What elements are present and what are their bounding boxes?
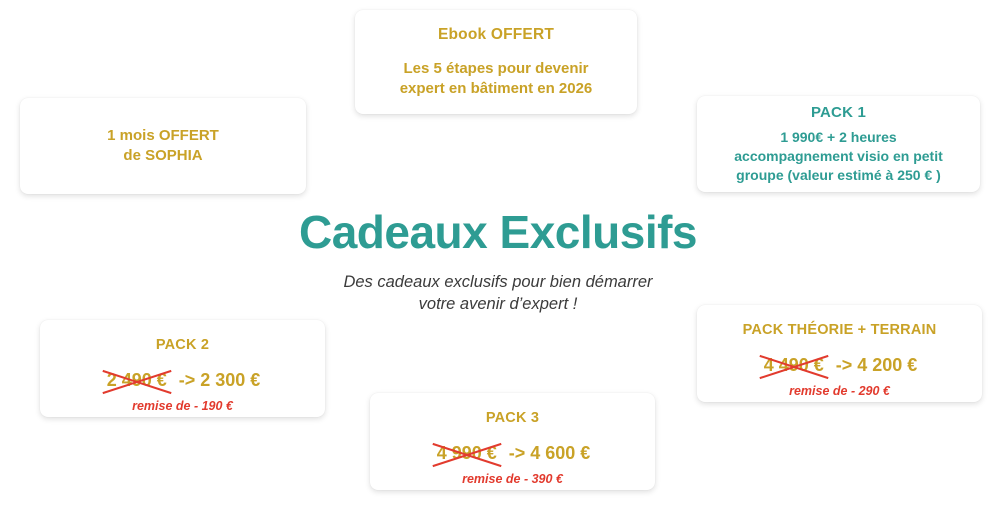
- card-pack-2-price-row: [54, 369, 311, 392]
- card-pack-theorie-terrain-title: PACK THÉORIE + TERRAIN: [742, 322, 937, 338]
- card-pack-theorie-terrain-new-price: -> 4 200 €: [835, 354, 918, 375]
- card-pack-theorie-terrain-price-row: [711, 354, 968, 377]
- card-pack-1: [697, 96, 980, 192]
- card-sophia-text: [107, 126, 219, 167]
- card-sophia-line1: 1 mois OFFERT: [107, 126, 219, 144]
- card-ebook-title: Ebook OFFERT: [437, 25, 555, 43]
- card-pack-1-title: PACK 1: [810, 104, 867, 122]
- card-pack-2-new-price: -> 2 300 €: [178, 369, 261, 390]
- card-pack-3-title: PACK 3: [485, 410, 540, 426]
- card-pack-3-old-price: [435, 442, 499, 465]
- card-pack-3-old-price-value: 4 990 €: [436, 442, 497, 463]
- card-pack-theorie-terrain-old-price: [762, 354, 826, 377]
- card-sophia-line2: de SOPHIA: [123, 147, 203, 164]
- page-subtitle-line2: votre avenir d’expert !: [418, 295, 578, 314]
- card-ebook-line1: Les 5 étapes pour devenir: [403, 59, 589, 77]
- card-ebook-line2: expert en bâtiment en 2026: [399, 80, 593, 98]
- page-title: Cadeaux Exclusifs: [298, 206, 698, 258]
- card-pack-2-old-price: [105, 369, 169, 392]
- card-ebook-offer: [355, 10, 637, 114]
- card-pack-2: [40, 320, 325, 417]
- card-pack-3: [370, 393, 655, 490]
- card-pack-1-line2: accompagnement visio en petit: [734, 147, 943, 164]
- card-pack-1-line3: groupe (valeur estimé à 250 € ): [736, 166, 941, 183]
- card-ebook-text: [400, 59, 593, 100]
- card-pack-2-title: PACK 2: [155, 337, 210, 353]
- card-pack-2-old-price-value: 2 490 €: [106, 369, 167, 390]
- card-pack-2-discount: remise de - 190 €: [132, 399, 233, 414]
- card-pack-theorie-terrain: [697, 305, 982, 402]
- card-pack-3-discount: remise de - 390 €: [462, 472, 563, 487]
- card-pack-theorie-terrain-discount: remise de - 290 €: [789, 384, 890, 399]
- card-pack-3-new-price: -> 4 600 €: [508, 442, 591, 463]
- page-subtitle-line1: Des cadeaux exclusifs pour bien démarrer: [343, 273, 653, 291]
- card-pack-3-price-row: [384, 442, 641, 465]
- card-pack-1-line1: 1 990€ + 2 heures: [780, 128, 897, 145]
- heading-block: [0, 205, 996, 316]
- card-sophia-offer: [20, 98, 306, 194]
- card-pack-1-text: [734, 128, 943, 185]
- card-pack-theorie-terrain-old-price-value: 4 490 €: [763, 354, 824, 375]
